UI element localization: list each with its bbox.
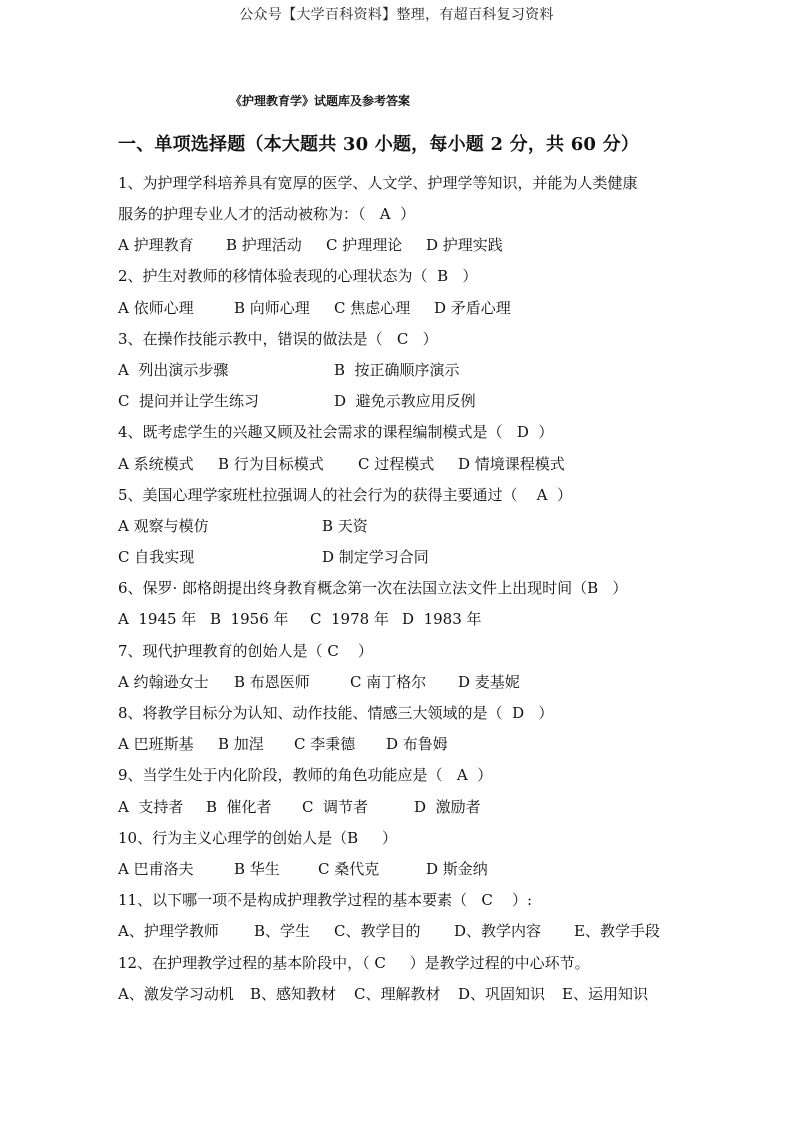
option: D、教学内容 — [454, 922, 542, 940]
option: E、运用知识 — [562, 985, 648, 1003]
question-1-line-2: 服务的护理专业人才的活动被称为：（ A ） — [118, 205, 416, 223]
option: A 观察与模仿 — [118, 517, 209, 535]
option: B、感知教材 — [250, 985, 337, 1003]
option: A 约翰逊女士 — [118, 673, 209, 691]
option: D 避免示教应用反例 — [334, 392, 476, 410]
option: C 李秉德 — [294, 735, 356, 753]
option: D 护理实践 — [426, 236, 503, 254]
option: B 行为目标模式 — [218, 455, 324, 473]
option: E、教学手段 — [574, 922, 660, 940]
option: B 护理活动 — [226, 236, 302, 254]
option: B 催化者 — [206, 798, 272, 816]
section-heading: 一、单项选择题（本大题共 30 小题，每小题 2 分，共 60 分） — [118, 134, 640, 155]
option: D 1983 年 — [402, 610, 482, 628]
option: D 布鲁姆 — [386, 735, 448, 753]
option: C 1978 年 — [310, 610, 389, 628]
option: B 华生 — [234, 860, 280, 878]
option: C、教学目的 — [334, 922, 421, 940]
option: B 加涅 — [218, 735, 264, 753]
watermark-header: 公众号【大学百科资料】整理，有超百科复习资料 — [239, 7, 554, 23]
question-3-stem: 3、在操作技能示教中，错误的做法是（ C ） — [118, 330, 438, 348]
option: A 依师心理 — [118, 299, 194, 317]
question-2-stem: 2、护生对教师的移情体验表现的心理状态为（ B ） — [118, 267, 478, 285]
question-5-stem: 5、美国心理学家班杜拉强调人的社会行为的获得主要通过（ A ） — [118, 486, 572, 504]
question-7-stem: 7、现代护理教育的创始人是（ C ） — [118, 642, 373, 660]
option: A 1945 年 — [118, 610, 197, 628]
option: D 激励者 — [414, 798, 481, 816]
option: C 提问并让学生练习 — [118, 392, 260, 410]
option: D 斯金纳 — [426, 860, 488, 878]
option: B 天资 — [322, 517, 368, 535]
option: C、理解教材 — [354, 985, 441, 1003]
option: A 护理教育 — [118, 236, 194, 254]
option: B 1956 年 — [210, 610, 289, 628]
option: D 矛盾心理 — [434, 299, 511, 317]
question-9-stem: 9、当学生处于内化阶段，教师的角色功能应是（ A ） — [118, 766, 493, 784]
document-title: 《护理教育学》试题库及参考答案 — [229, 94, 410, 108]
option: C 南丁格尔 — [350, 673, 427, 691]
option: C 过程模式 — [358, 455, 435, 473]
option: C 桑代克 — [318, 860, 380, 878]
question-6-stem: 6、保罗· 郎格朗提出终身教育概念第一次在法国立法文件上出现时间（B ） — [118, 579, 628, 597]
question-4-stem: 4、既考虑学生的兴趣又顾及社会需求的课程编制模式是（ D ） — [118, 423, 554, 441]
question-1-line-1: 1、为护理学科培养具有宽厚的医学、人文学、护理学等知识，并能为人类健康 — [118, 174, 638, 192]
option: C 调节者 — [302, 798, 369, 816]
option: A、激发学习动机 — [118, 985, 234, 1003]
option: A 支持者 — [118, 798, 184, 816]
question-12-stem: 12、在护理教学过程的基本阶段中，（ C ）是教学过程的中心环节。 — [118, 954, 590, 972]
option: C 焦虑心理 — [334, 299, 411, 317]
option: A 巴班斯基 — [118, 735, 194, 753]
option: D 情境课程模式 — [458, 455, 565, 473]
option: A 系统模式 — [118, 455, 194, 473]
option: A 巴甫洛夫 — [118, 860, 194, 878]
option: D 制定学习合同 — [322, 548, 429, 566]
option: D 麦基妮 — [458, 673, 520, 691]
question-11-stem: 11、以下哪一项不是构成护理教学过程的基本要素（ C ）: — [118, 891, 532, 909]
option: B 布恩医师 — [234, 673, 310, 691]
option: A 列出演示步骤 — [118, 361, 229, 379]
question-8-stem: 8、将教学目标分为认知、动作技能、情感三大领域的是（ D ） — [118, 704, 554, 722]
question-10-stem: 10、行为主义心理学的创始人是（B ） — [118, 829, 397, 847]
option: A、护理学教师 — [118, 922, 219, 940]
option: B、学生 — [254, 922, 311, 940]
option: D、巩固知识 — [458, 985, 546, 1003]
option: C 护理理论 — [326, 236, 403, 254]
option: B 向师心理 — [234, 299, 310, 317]
option: B 按正确顺序演示 — [334, 361, 460, 379]
option: C 自我实现 — [118, 548, 195, 566]
